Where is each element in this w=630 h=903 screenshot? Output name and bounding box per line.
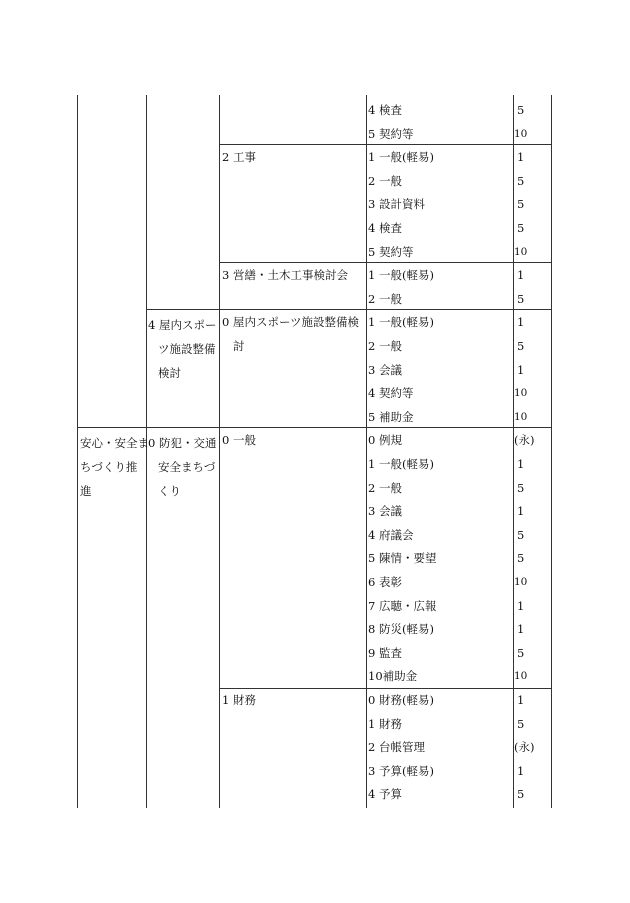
retention-period-cell: 5 [517,646,525,660]
retention-period-cell: 1 [517,268,525,282]
detail-cell: 4 予算 [368,787,402,801]
detail-cell: 1 一般(軽易) [368,457,434,471]
detail-cell: 7 広聴・広報 [368,599,437,613]
row-line [77,427,552,428]
detail-cell: 3 設計資料 [368,197,425,211]
retention-period-cell: 5 [517,174,525,188]
major-category-line: ちづくり推 [80,460,138,474]
retention-period-cell: 5 [517,339,525,353]
retention-period-cell: 1 [517,150,525,164]
sub-category-cell: 0 一般 [222,433,256,447]
detail-cell: 4 府議会 [368,528,414,542]
detail-cell: 1 財務 [368,717,402,731]
detail-cell: 10補助金 [368,669,418,683]
detail-cell: 2 一般 [368,292,402,306]
sub-category-cell: 討 [233,339,245,353]
detail-cell: 5 補助金 [368,410,414,424]
retention-period-cell: 5 [517,197,525,211]
column-line [551,95,552,808]
retention-period-cell: 1 [517,599,525,613]
detail-cell: 4 検査 [368,221,402,235]
retention-period-cell: 10 [514,387,528,399]
detail-cell: 2 一般 [368,174,402,188]
major-category-line: 安心・安全ま [80,436,149,450]
retention-period-cell: 5 [517,221,525,235]
major-category-line: 進 [80,484,92,498]
detail-cell: 1 一般(軽易) [368,150,434,164]
mid-category-line: 検討 [158,366,181,380]
row-line [146,309,552,310]
column-line [146,95,147,808]
detail-cell: 4 検査 [368,103,402,117]
retention-period-cell: 10 [514,576,528,588]
retention-period-cell: 5 [517,717,525,731]
sub-category-cell: 3 営繕・土木工事検討会 [222,268,348,282]
detail-cell: 2 台帳管理 [368,740,425,754]
retention-period-cell: (永) [514,740,535,754]
detail-cell: 8 防災(軽易) [368,622,434,636]
detail-cell: 9 監査 [368,646,402,660]
detail-cell: 3 会議 [368,363,402,377]
sub-category-cell: 1 財務 [222,693,256,707]
detail-cell: 5 陳情・要望 [368,551,437,565]
detail-cell: 0 例規 [368,433,402,447]
detail-cell: 3 会議 [368,504,402,518]
retention-period-cell: 1 [517,504,525,518]
column-line [366,95,367,808]
row-line [219,688,552,689]
detail-cell: 1 一般(軽易) [368,315,434,329]
retention-period-cell: 1 [517,457,525,471]
retention-period-cell: 1 [517,315,525,329]
sub-category-cell: 2 工事 [222,150,256,164]
retention-period-cell: (永) [514,433,535,447]
mid-category-line: ツ施設整備 [158,342,216,356]
row-line [219,262,552,263]
row-line [219,144,552,145]
retention-period-cell: 10 [514,411,528,423]
retention-period-cell: 1 [517,693,525,707]
mid-category-line: 0 防犯・交通 [148,436,217,450]
retention-period-cell: 5 [517,787,525,801]
retention-period-cell: 5 [517,551,525,565]
detail-cell: 2 一般 [368,339,402,353]
retention-period-cell: 5 [517,292,525,306]
detail-cell: 5 契約等 [368,245,414,259]
mid-category-line: くり [158,484,181,498]
retention-period-cell: 5 [517,103,525,117]
sub-category-cell: 0 屋内スポーツ施設整備検 [222,315,360,329]
retention-period-cell: 10 [514,128,528,140]
detail-cell: 0 財務(軽易) [368,693,434,707]
retention-period-cell: 1 [517,363,525,377]
detail-cell: 5 契約等 [368,127,414,141]
retention-period-cell: 1 [517,622,525,636]
column-line [77,95,78,808]
detail-cell: 6 表彰 [368,575,402,589]
column-line [513,95,514,808]
retention-period-cell: 10 [514,670,528,682]
mid-category-line: 安全まちづ [158,460,216,474]
detail-cell: 4 契約等 [368,386,414,400]
mid-category-line: 4 屋内スポー [148,318,217,332]
retention-period-cell: 5 [517,528,525,542]
retention-period-cell: 5 [517,481,525,495]
retention-period-cell: 1 [517,764,525,778]
column-line [219,95,220,808]
detail-cell: 1 一般(軽易) [368,268,434,282]
detail-cell: 3 予算(軽易) [368,764,434,778]
retention-period-cell: 10 [514,246,528,258]
detail-cell: 2 一般 [368,481,402,495]
